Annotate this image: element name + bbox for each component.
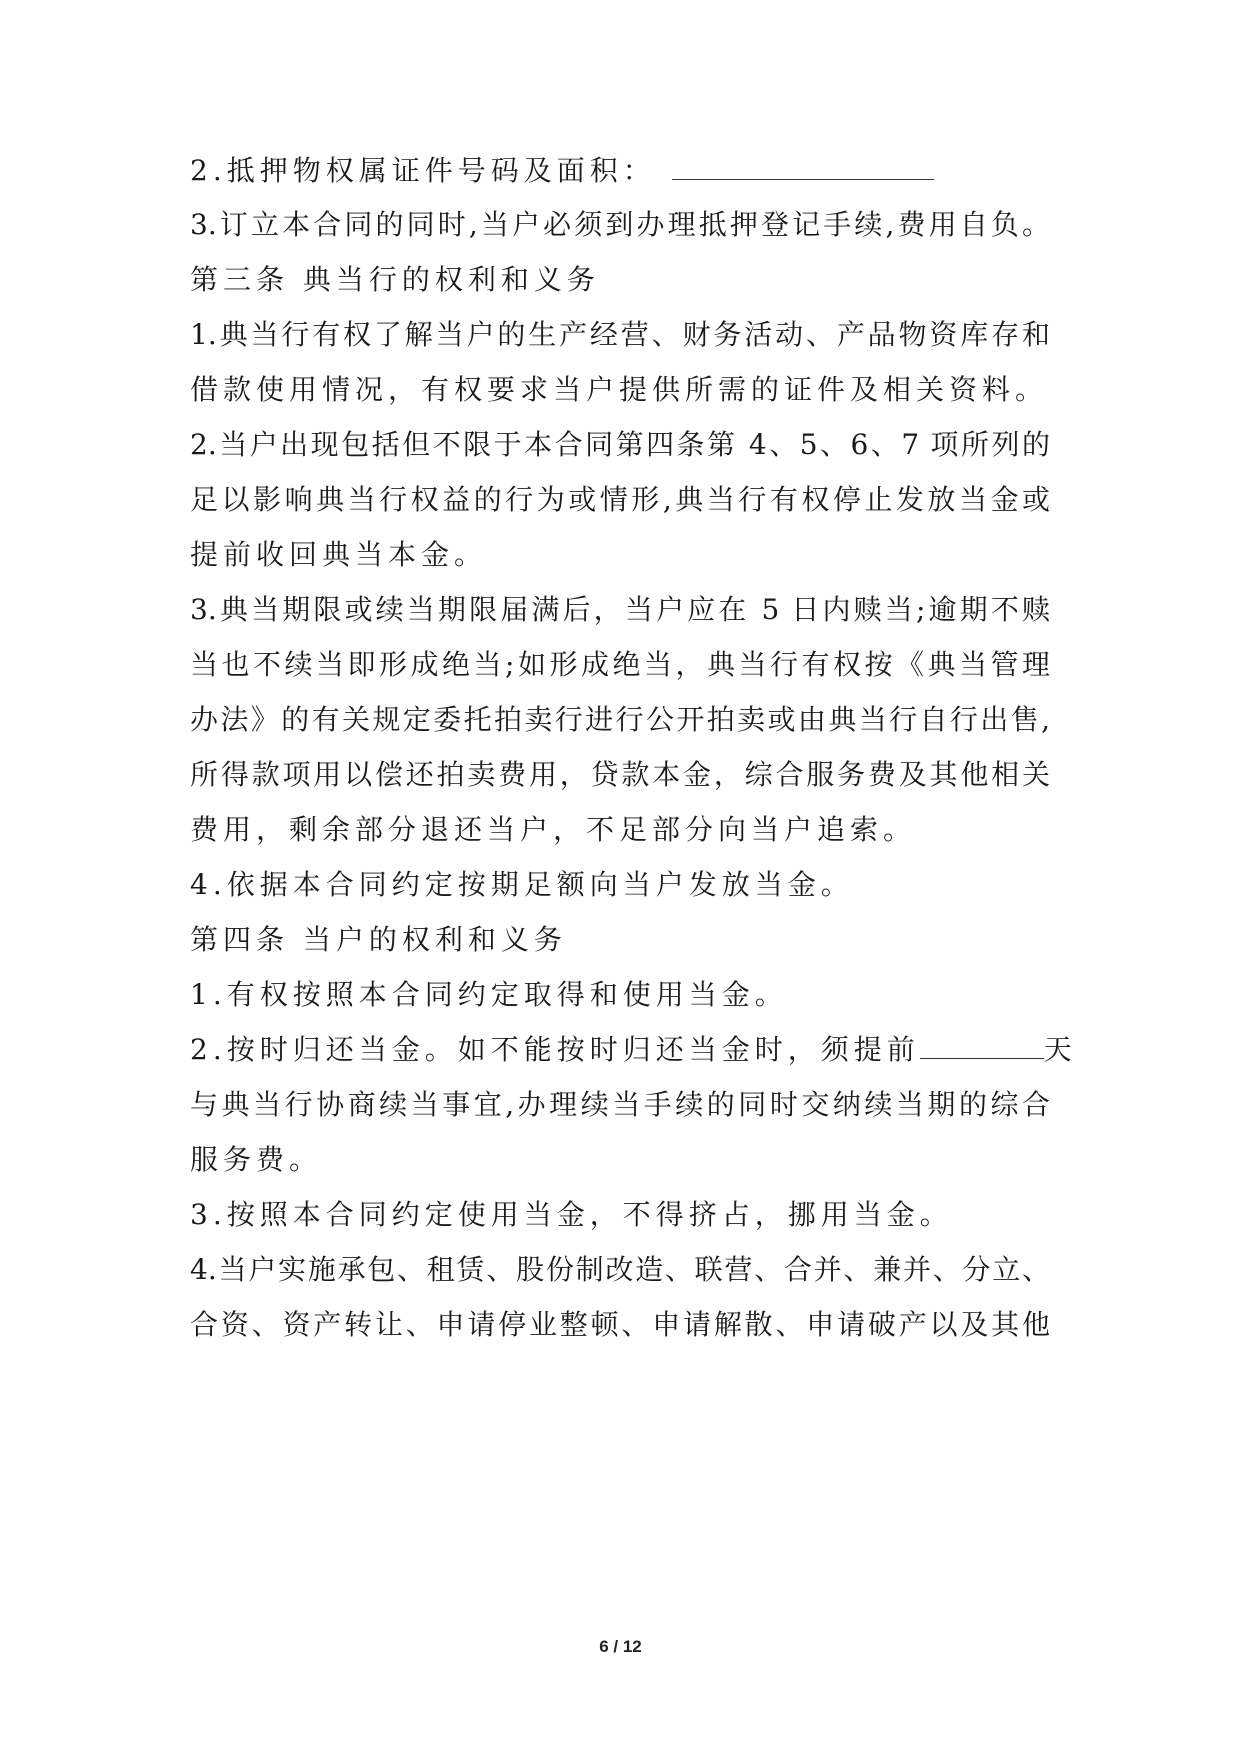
page-number-footer: 6 / 12: [599, 1637, 642, 1656]
article-4-item-3: 3.按照本合同约定使用当金，不得挤占，挪用当金。: [190, 1198, 953, 1231]
line-text: 2.抵押物权属证件号码及面积：: [190, 154, 656, 187]
article-3-item-3-line-4: 所得款项用以偿还拍卖费用，贷款本金，综合服务费及其他相关: [190, 758, 1050, 791]
article-4-heading: 第四条 当户的权利和义务: [190, 923, 567, 956]
article-4-item-1: 1.有权按照本合同约定取得和使用当金。: [190, 978, 788, 1011]
article-3-item-2-line-1: 2.当户出现包括但不限于本合同第四条第 4、5、6、7 项所列的: [190, 428, 1050, 461]
article-3-item-1-line-1: 1.典当行有权了解当户的生产经营、财务活动、产品物资库存和: [190, 318, 1050, 351]
article-3-item-3-line-1: 3.典当期限或续当期限届满后，当户应在 5 日内赎当;逾期不赎: [190, 593, 1050, 626]
article-4-item-4-line-1: 4.当户实施承包、租赁、股份制改造、联营、合并、兼并、分立、: [190, 1253, 1050, 1286]
article-3-heading: 第三条 典当行的权利和义务: [190, 263, 600, 296]
article-3-item-2-line-3: 提前收回典当本金。: [190, 538, 488, 571]
line-text-suffix: 天: [1043, 1033, 1077, 1066]
article-3-item-2-line-2: 足以影响典当行权益的行为或情形,典当行有权停止发放当金或: [190, 483, 1050, 516]
line-text: 2.按时归还当金。如不能按时归还当金时，须提前: [190, 1033, 920, 1066]
article-4-item-4-line-2: 合资、资产转让、申请停业整顿、申请解散、申请破产以及其他: [190, 1308, 1050, 1341]
article-3-item-3-line-5: 费用，剩余部分退还当户，不足部分向当户追索。: [190, 813, 917, 846]
article-3-item-4: 4.依据本合同约定按期足额向当户发放当金。: [190, 868, 854, 901]
item-3-mortgage-registration: 3.订立本合同的同时,当户必须到办理抵押登记手续,费用自负。: [190, 208, 1050, 241]
fill-blank-certificate: [672, 153, 934, 180]
article-3-item-1-line-2: 借款使用情况，有权要求当户提供所需的证件及相关资料。: [190, 373, 1049, 406]
article-4-item-2-line-3: 服务费。: [190, 1143, 323, 1176]
article-3-item-3-line-2: 当也不续当即形成绝当;如形成绝当，典当行有权按《典当管理: [190, 648, 1050, 681]
article-4-item-2-line-1: [190, 1032, 1077, 1068]
article-4-item-2-line-2: 与典当行协商续当事宜,办理续当手续的同时交纳续当期的综合: [190, 1088, 1050, 1121]
item-2-collateral-certificate: [190, 153, 934, 189]
fill-blank-days: [920, 1032, 1044, 1059]
article-3-item-3-line-3: 办法》的有关规定委托拍卖行进行公开拍卖或由典当行自行出售,: [190, 703, 1050, 736]
